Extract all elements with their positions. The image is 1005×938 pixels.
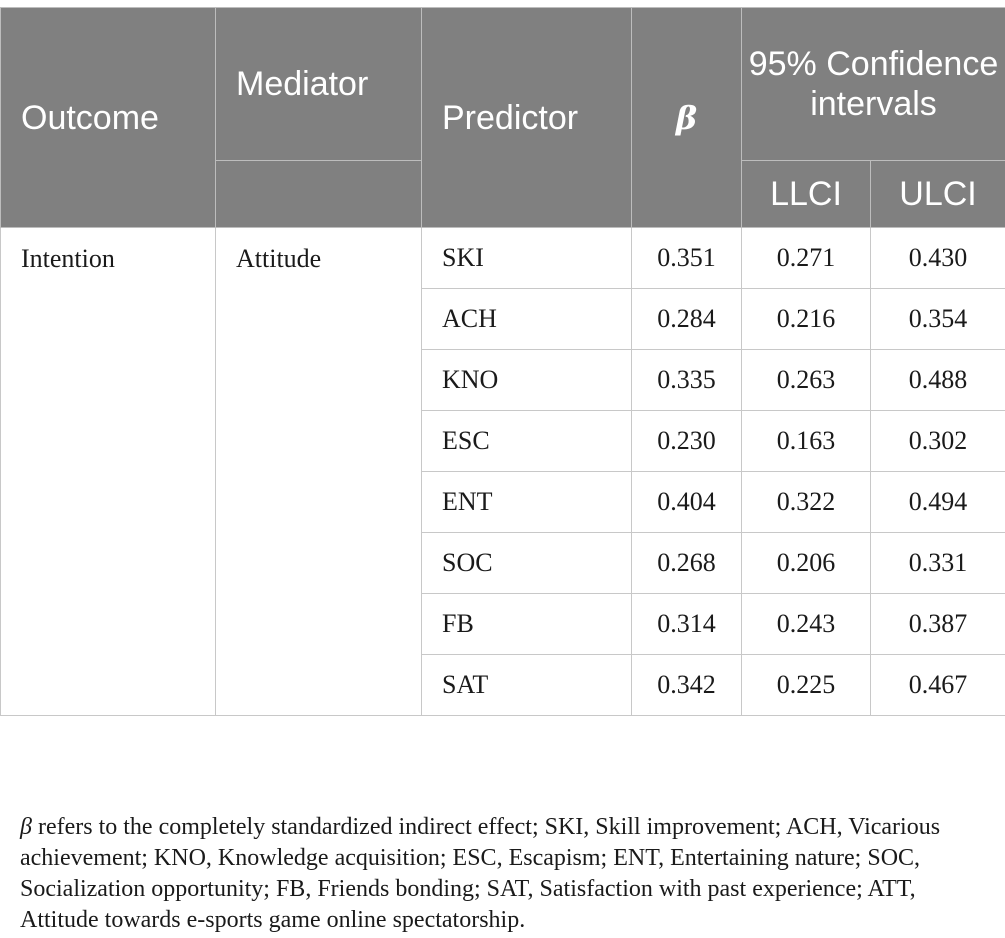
ulci-cell: 0.331	[871, 533, 1005, 594]
predictor-cell: KNO	[422, 350, 632, 411]
table-footnote	[20, 812, 980, 936]
table-row	[1, 228, 1005, 289]
ulci-cell: 0.387	[871, 594, 1005, 655]
beta-cell: 0.404	[632, 472, 742, 533]
predictor-cell: SOC	[422, 533, 632, 594]
ulci-cell: 0.302	[871, 411, 1005, 472]
table-header	[1, 8, 1005, 228]
llci-cell: 0.271	[742, 228, 871, 289]
footnote-text: refers to the completely standardized indirect effect; SKI, Skill improvement; ACH, Vicarious achievement; KNO, Knowledge acquisition; ESC, Escapism; ENT, Entertaining nature; SOC, Socialization opportunity; FB, Friends bonding; SAT, Satisfaction with past experience; ATT, Attitude towards e-sports game online spectatorship.	[20, 814, 941, 933]
predictor-cell: SAT	[422, 655, 632, 716]
predictor-cell: SKI	[422, 228, 632, 289]
beta-cell: 0.284	[632, 289, 742, 350]
table-body	[1, 228, 1005, 716]
llci-cell: 0.225	[742, 655, 871, 716]
beta-cell: 0.335	[632, 350, 742, 411]
ulci-cell: 0.467	[871, 655, 1005, 716]
beta-cell: 0.342	[632, 655, 742, 716]
header-ulci: ULCI	[871, 161, 1005, 228]
predictor-cell: ACH	[422, 289, 632, 350]
beta-cell: 0.351	[632, 228, 742, 289]
header-llci: LLCI	[742, 161, 871, 228]
llci-cell: 0.243	[742, 594, 871, 655]
ulci-cell: 0.494	[871, 472, 1005, 533]
header-predictor: Predictor	[422, 8, 632, 228]
beta-cell: 0.230	[632, 411, 742, 472]
mediator-cell: Attitude	[216, 228, 422, 716]
footnote-beta-symbol: β	[20, 814, 32, 840]
results-table	[0, 7, 1005, 716]
predictor-cell: FB	[422, 594, 632, 655]
llci-cell: 0.163	[742, 411, 871, 472]
header-beta: β	[632, 8, 742, 228]
header-confidence-intervals: 95% Confidence intervals	[742, 8, 1005, 161]
llci-cell: 0.216	[742, 289, 871, 350]
header-mediator: Mediator	[216, 8, 422, 161]
outcome-cell: Intention	[1, 228, 216, 716]
header-mediator-empty	[216, 161, 422, 228]
llci-cell: 0.206	[742, 533, 871, 594]
ulci-cell: 0.488	[871, 350, 1005, 411]
llci-cell: 0.263	[742, 350, 871, 411]
ulci-cell: 0.430	[871, 228, 1005, 289]
llci-cell: 0.322	[742, 472, 871, 533]
predictor-cell: ESC	[422, 411, 632, 472]
predictor-cell: ENT	[422, 472, 632, 533]
beta-cell: 0.268	[632, 533, 742, 594]
ulci-cell: 0.354	[871, 289, 1005, 350]
beta-cell: 0.314	[632, 594, 742, 655]
header-outcome: Outcome	[1, 8, 216, 228]
